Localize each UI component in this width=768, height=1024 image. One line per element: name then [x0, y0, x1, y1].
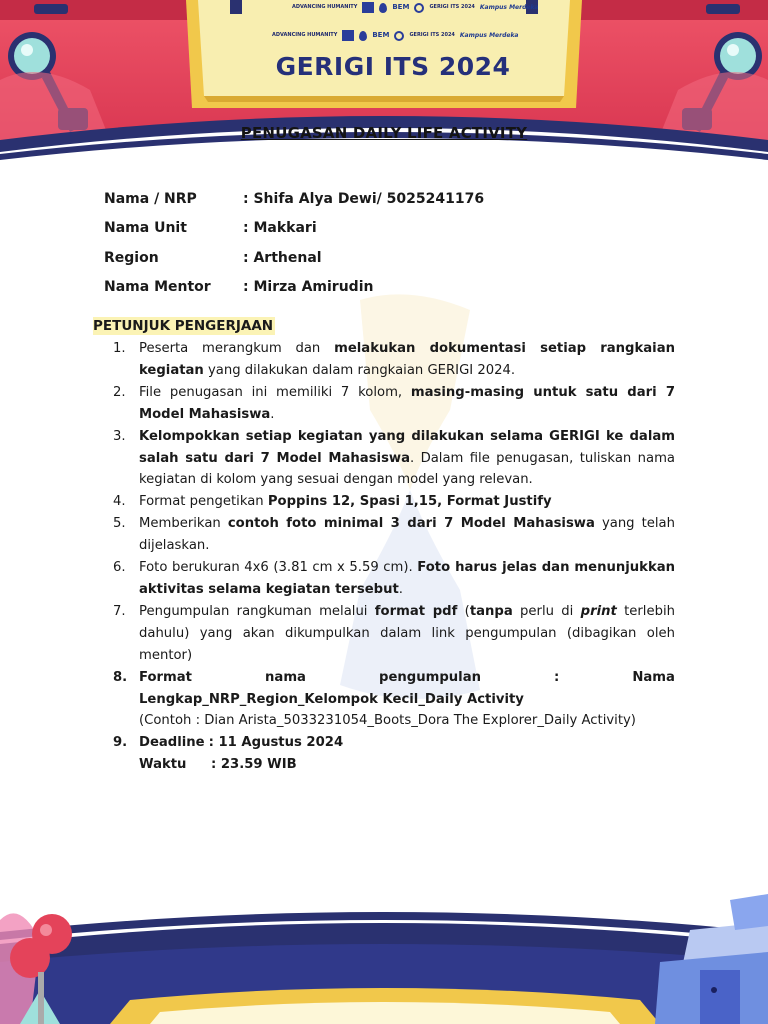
time-row: Waktu : 23.59 WIB [139, 757, 297, 773]
step-text [139, 667, 675, 733]
header-banner [0, 0, 768, 170]
instructions-list [113, 338, 675, 776]
document-heading: PENUGASAN DAILY LIFE ACTIVITY [240, 124, 528, 142]
step-number: 5. [113, 516, 126, 532]
step-text: Kelompokkan setiap kegiatan yang dilakukan selama GERIGI ke dalam salah satu dari 7 Model Mahasiswa. Dalam file penugasan, tuliskan nama kegiatan di kolom yang sesuai dengan model yang relevan. [139, 428, 675, 488]
list-item [113, 426, 675, 492]
advancing-humanity-logo: ADVANCING HUMANITY [272, 32, 338, 38]
instructions-title: PETUNJUK PENGERJAAN [93, 318, 274, 334]
deadline-row: Deadline : 11 Agustus 2024 [139, 735, 344, 751]
advancing-humanity-logo: ADVANCING HUMANITY [292, 4, 358, 10]
gerigi-gear-icon [394, 31, 404, 41]
list-item [113, 513, 675, 557]
footer-artwork [0, 880, 768, 1024]
drop-logo-icon [359, 31, 367, 41]
banner-title: GERIGI ITS 2024 [275, 52, 511, 81]
bem-logo: BEM [392, 3, 410, 11]
list-item [113, 732, 675, 776]
step-text: Memberikan contoh foto minimal 3 dari 7 Model Mahasiswa yang telah dijelaskan. [139, 516, 675, 554]
kampus-merdeka-logo: Kampus Merdeka [459, 31, 519, 39]
step-number: 8. [113, 669, 128, 685]
identity-row [104, 214, 484, 244]
identity-label: Region [104, 249, 159, 266]
footer-banner [0, 880, 768, 1024]
identity-block [104, 184, 484, 302]
step-text: Pengumpulan rangkuman melalui format pdf (tanpa perlu di print terlebih dahulu) yang akan dikumpulkan dalam link pengumpulan (dibagikan oleh mentor) [139, 603, 675, 663]
step-number: 2. [113, 384, 126, 400]
banner-artwork [0, 0, 768, 170]
identity-label: Nama / NRP [104, 190, 197, 207]
list-item [113, 338, 675, 382]
identity-row [104, 184, 484, 214]
list-item [113, 601, 675, 667]
its-logo-icon [362, 2, 374, 13]
identity-row [104, 243, 484, 273]
step-text: File penugasan ini memiliki 7 kolom, masing-masing untuk satu dari 7 Model Mahasiswa. [139, 384, 675, 422]
step-text: Peserta merangkum dan melakukan dokumentasi setiap rangkaian kegiatan yang dilakukan dalam rangkaian GERIGI 2024. [139, 341, 675, 378]
identity-value: : Arthenal [243, 249, 322, 266]
kampus-merdeka-logo: Kampus Merdeka [479, 3, 539, 11]
bem-logo: BEM [372, 31, 390, 39]
gerigi-logo: GERIGI ITS 2024 [429, 4, 475, 10]
identity-label: Nama Unit [104, 220, 187, 237]
list-item [113, 491, 675, 513]
partner-logos-top [292, 2, 539, 13]
step-number: 4. [113, 494, 126, 510]
identity-value: : Shifa Alya Dewi/ 5025241176 [243, 190, 485, 207]
gerigi-logo: GERIGI ITS 2024 [409, 32, 455, 38]
identity-label: Nama Mentor [104, 279, 211, 296]
drop-logo-icon [379, 3, 387, 13]
list-item [113, 667, 675, 733]
format-line: Format nama pengumpulan : Nama [139, 669, 675, 685]
identity-value: : Mirza Amirudin [243, 279, 374, 296]
step-number: 7. [113, 603, 126, 619]
step-number: 6. [113, 560, 126, 576]
list-item [113, 382, 675, 426]
step-text: Format pengetikan Poppins 12, Spasi 1,15, Format Justify [139, 494, 552, 510]
step-number: 1. [113, 341, 126, 356]
its-logo-icon [342, 30, 354, 41]
step-text: Foto berukuran 4x6 (3.81 cm x 5.59 cm). Foto harus jelas dan menunjukkan aktivitas selama kegiatan tersebut. [139, 560, 675, 597]
step-number: 3. [113, 428, 126, 444]
format-example: (Contoh : Dian Arista_5033231054_Boots_Dora The Explorer_Daily Activity) [139, 713, 636, 729]
step-number: 9. [113, 735, 128, 751]
step-text [139, 732, 675, 776]
format-pattern: Lengkap_NRP_Region_Kelompok Kecil_Daily Activity [139, 691, 524, 707]
identity-row [104, 273, 484, 303]
partner-logos-mid [272, 30, 519, 41]
list-item [113, 557, 675, 601]
identity-value: : Makkari [243, 220, 317, 237]
gerigi-gear-icon [414, 3, 424, 13]
